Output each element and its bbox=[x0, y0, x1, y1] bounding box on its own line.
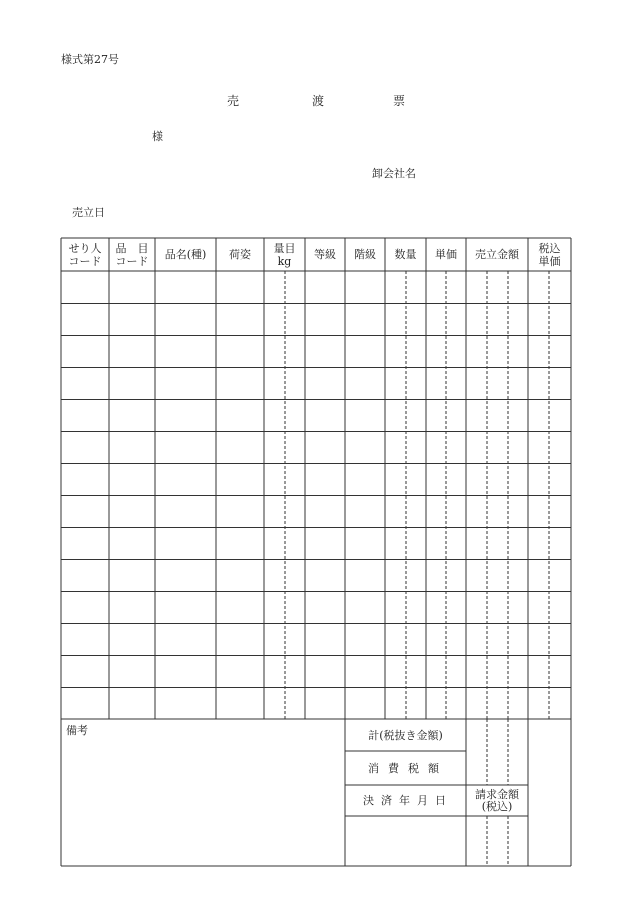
header-tax-incl-line2: 単価 bbox=[538, 254, 561, 268]
recipient-honorific: 様 bbox=[152, 130, 163, 143]
header-item-code-line1: 品 目 bbox=[115, 241, 149, 255]
sale-date-label: 売立日 bbox=[72, 206, 105, 219]
header-unit-price-tax-incl bbox=[528, 238, 571, 271]
header-auction-code-line2: コード bbox=[68, 254, 102, 268]
header-packaging: 荷姿 bbox=[229, 248, 251, 261]
consumption-tax-label: 消費税額 bbox=[368, 761, 448, 775]
header-item-code bbox=[109, 238, 155, 271]
subtotal-label: 計(税抜き金額) bbox=[368, 728, 443, 742]
header-grade: 等級 bbox=[314, 248, 336, 261]
header-weight-unit: kg bbox=[277, 254, 292, 268]
header-weight bbox=[264, 238, 305, 271]
form-number: 様式第27号 bbox=[61, 53, 119, 66]
header-class: 階級 bbox=[354, 248, 376, 261]
title-char-transfer: 渡 bbox=[312, 94, 325, 108]
header-weight-line1: 量目 bbox=[273, 241, 296, 255]
header-quantity: 数量 bbox=[394, 248, 417, 261]
billing-amount-line2: (税込) bbox=[481, 799, 513, 813]
settlement-date-label: 決済年月日 bbox=[363, 794, 453, 807]
header-unit-price: 単価 bbox=[435, 248, 457, 261]
remarks-label: 備考 bbox=[66, 724, 88, 737]
header-item-name: 品名(種) bbox=[164, 248, 207, 261]
header-auction-code-line1: せり人 bbox=[68, 241, 102, 255]
title-char-slip: 票 bbox=[393, 94, 406, 108]
billing-amount-label bbox=[466, 785, 528, 816]
billing-amount-line1: 請求金額 bbox=[475, 787, 519, 801]
header-sale-amount: 売立金額 bbox=[475, 248, 519, 261]
title-char-sell: 売 bbox=[227, 94, 240, 108]
header-tax-incl-line1: 税込 bbox=[538, 241, 561, 255]
company-name-label: 卸会社名 bbox=[372, 167, 416, 180]
header-auction-code bbox=[61, 238, 109, 271]
header-item-code-line2: コード bbox=[115, 254, 149, 268]
